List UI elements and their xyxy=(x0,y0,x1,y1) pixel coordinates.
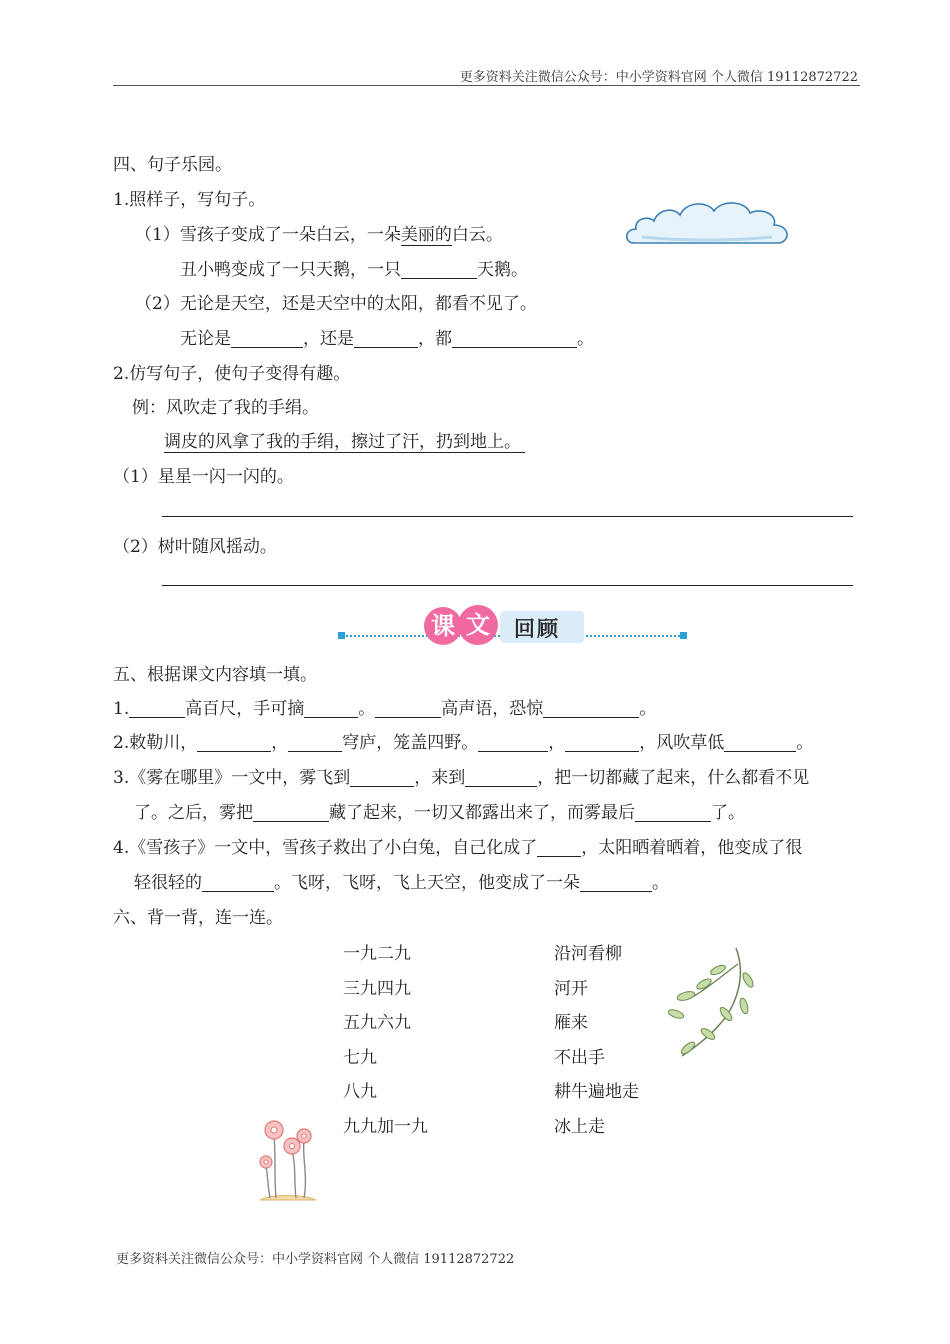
s5-q1-b: 高百尺，手可摘 xyxy=(185,699,305,719)
s4-q2-item1: （1）星星一闪一闪的。 xyxy=(113,467,294,487)
match-left-item[interactable]: 八九 xyxy=(343,1082,377,1102)
s4-q2-title: 2.仿写句子，使句子变得有趣。 xyxy=(113,364,351,384)
s5-q2-blank-3[interactable] xyxy=(478,733,548,752)
s4-q1-blank-2[interactable] xyxy=(231,329,303,348)
banner-word: 回顾 xyxy=(514,617,560,641)
s5-q2-blank-1[interactable] xyxy=(197,733,271,752)
s5-q3-blank-1[interactable] xyxy=(350,768,414,787)
s5-q2 xyxy=(113,731,813,755)
s5-q1-blank-1[interactable] xyxy=(129,699,185,718)
s4-q2-answer-line-1[interactable] xyxy=(162,516,853,517)
cloud-icon xyxy=(622,193,802,253)
section4-title: 四、句子乐园。 xyxy=(113,155,232,175)
header-divider xyxy=(113,85,860,86)
s4-q1-blank-1[interactable] xyxy=(401,260,477,279)
banner-left-square xyxy=(338,632,345,639)
match-right-item[interactable]: 河开 xyxy=(554,979,588,999)
s4-q1-ex1-suffix: 白云。 xyxy=(451,225,503,245)
s4-q1-task1-b: 天鹅。 xyxy=(477,260,528,280)
s5-q3-e: 藏了起来，一切又都露出来了，而雾最后 xyxy=(329,803,635,823)
match-left-item[interactable]: 三九四九 xyxy=(343,979,411,999)
s5-q4-blank-1[interactable] xyxy=(537,838,581,857)
s4-q1-task1-a: 丑小鸭变成了一只天鹅，一只 xyxy=(180,260,401,280)
s5-q4-b: ，太阳晒着晒着，他变成了很 xyxy=(581,838,803,858)
s5-q3-a: 3.《雾在哪里》一文中，雾飞到 xyxy=(113,768,351,788)
s5-q1-blank-3[interactable] xyxy=(375,699,441,718)
s5-q2-d: ， xyxy=(548,733,566,753)
match-right-item[interactable]: 雁来 xyxy=(554,1013,588,1033)
s4-q1-title: 1.照样子，写句子。 xyxy=(113,190,266,210)
s4-q1-task2-a: 无论是 xyxy=(180,329,231,349)
s5-q4-line1 xyxy=(113,836,802,860)
page-footer-text: 更多资料关注微信公众号：中小学资料官网 个人微信 19112872722 xyxy=(116,1252,515,1267)
s5-q3-blank-4[interactable] xyxy=(635,803,711,822)
match-right-item[interactable]: 沿河看柳 xyxy=(554,944,622,964)
s4-q1-blank-3[interactable] xyxy=(354,329,418,348)
section6-title: 六、背一背，连一连。 xyxy=(113,908,283,928)
s5-q1-a: 1. xyxy=(113,699,130,719)
banner-right-square xyxy=(680,632,687,639)
match-right-item[interactable]: 耕牛遍地走 xyxy=(554,1082,639,1102)
s5-q1-blank-2[interactable] xyxy=(304,699,358,718)
s5-q4-d: 。飞呀，飞呀，飞上天空，他变成了一朵 xyxy=(274,873,580,893)
s5-q3-b: ，来到 xyxy=(414,768,466,788)
s4-q2-example-answer xyxy=(164,430,525,454)
s5-q1-d: 高声语，恐惊 xyxy=(441,699,544,719)
s5-q4-e: 。 xyxy=(652,873,669,893)
banner-char-1: 课 xyxy=(424,607,462,645)
s5-q2-f: 。 xyxy=(796,733,814,753)
s4-q1-task2-c: ，都 xyxy=(418,329,452,349)
s5-q4-a: 4.《雪孩子》一文中，雪孩子救出了小白兔，自己化成了 xyxy=(113,838,538,858)
s4-q1-task1 xyxy=(180,258,528,282)
s5-q1-e: 。 xyxy=(639,699,657,719)
s4-q1-task2 xyxy=(180,327,594,351)
s5-q2-blank-2[interactable] xyxy=(288,733,342,752)
s5-q3-line2 xyxy=(134,801,745,825)
s5-q4-blank-3[interactable] xyxy=(580,873,652,892)
s5-q2-e: ，风吹草低 xyxy=(639,733,725,753)
s4-q2-answer-line-2[interactable] xyxy=(162,585,853,586)
s5-q2-blank-5[interactable] xyxy=(724,733,796,752)
s5-q2-a: 2.敕勒川， xyxy=(113,733,198,753)
s5-q4-c: 轻很轻的 xyxy=(134,873,202,893)
section5-title: 五、根据课文内容填一填。 xyxy=(113,665,317,685)
s5-q2-c: 穹庐，笼盖四野。 xyxy=(342,733,479,753)
s5-q1-c: 。 xyxy=(358,699,376,719)
s5-q3-blank-3[interactable] xyxy=(253,803,329,822)
s4-q1-task2-b: ，还是 xyxy=(303,329,354,349)
s5-q4-blank-2[interactable] xyxy=(202,873,274,892)
s5-q3-f: 了。 xyxy=(711,803,745,823)
s5-q1-blank-4[interactable] xyxy=(543,699,639,718)
s5-q3-c: ，把一切都藏了起来，什么都看不见 xyxy=(537,768,810,788)
match-right-item[interactable]: 不出手 xyxy=(554,1048,605,1068)
page-header-text: 更多资料关注微信公众号：中小学资料官网 个人微信 19112872722 xyxy=(459,70,858,85)
s5-q1 xyxy=(113,697,656,721)
s4-q1-example1 xyxy=(135,223,503,247)
s4-q2-example: 例：风吹走了我的手绢。 xyxy=(132,398,319,418)
s5-q4-line2 xyxy=(134,871,669,895)
section-banner xyxy=(338,605,688,655)
s4-q1-task2-d: 。 xyxy=(577,329,594,349)
s4-q1-example2: （2）无论是天空，还是天空中的太阳，都看不见了。 xyxy=(135,294,537,314)
banner-char-2: 文 xyxy=(458,605,498,645)
s4-q1-ex1-underlined: 美丽的 xyxy=(400,225,452,245)
match-left-item[interactable]: 九九加一九 xyxy=(343,1117,428,1137)
s5-q2-blank-4[interactable] xyxy=(565,733,639,752)
s4-q2-example-answer-text: 调皮的风拿了我的手绢，擦过了汗，扔到地上。 xyxy=(164,432,525,453)
match-right-item[interactable]: 冰上走 xyxy=(554,1117,605,1137)
match-left-item[interactable]: 一九二九 xyxy=(343,944,411,964)
match-left-item[interactable]: 七九 xyxy=(343,1048,377,1068)
s4-q2-item2: （2）树叶随风摇动。 xyxy=(113,537,277,557)
s5-q3-d: 了。之后，雾把 xyxy=(134,803,253,823)
s4-q1-ex1-prefix: （1）雪孩子变成了一朵白云，一朵 xyxy=(135,225,401,245)
s5-q3-blank-2[interactable] xyxy=(465,768,537,787)
s4-q1-blank-4[interactable] xyxy=(452,329,577,348)
willow-branch-icon xyxy=(664,944,764,1060)
s5-q3-line1 xyxy=(113,766,809,790)
s5-q2-b: ， xyxy=(271,733,289,753)
match-left-item[interactable]: 五九六九 xyxy=(343,1013,411,1033)
flower-icon xyxy=(252,1116,324,1206)
